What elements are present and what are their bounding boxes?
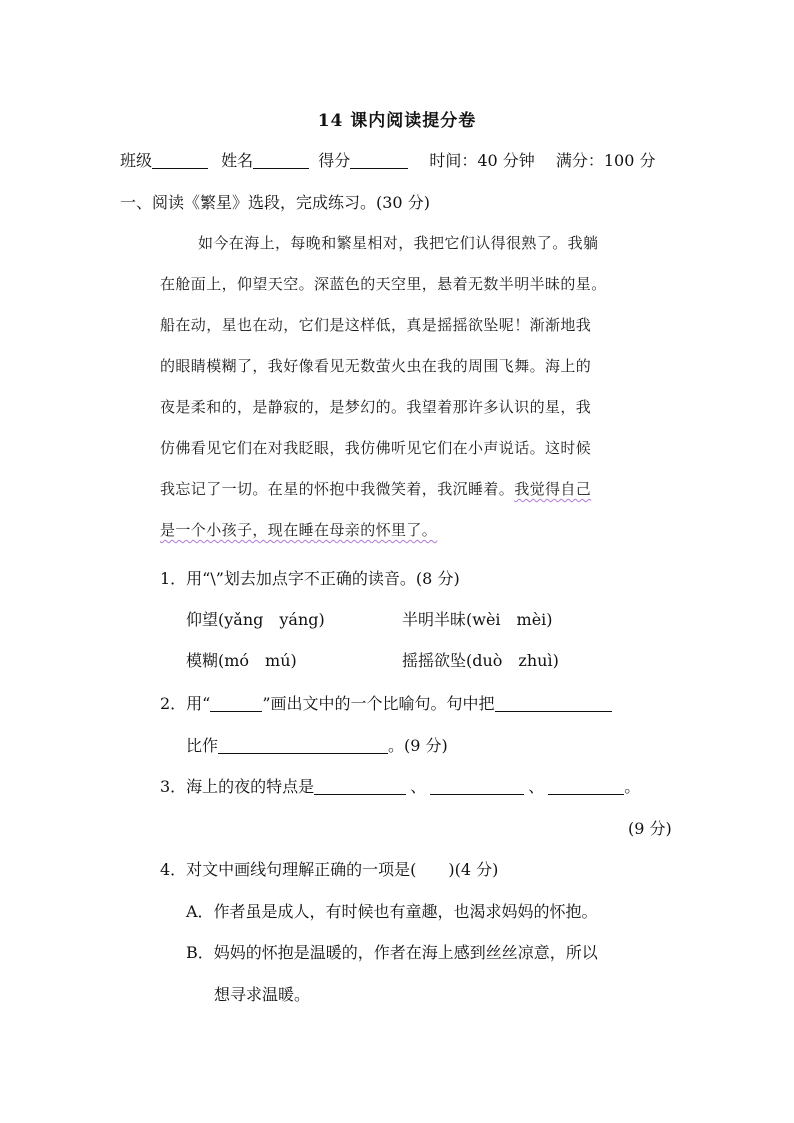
name-label: 姓名	[221, 151, 254, 170]
page-title: 14 课内阅读提分卷	[317, 111, 477, 131]
answer-blank[interactable]	[548, 778, 624, 795]
answer-blank[interactable]	[314, 778, 406, 795]
underlined-sentence: 我觉得自己	[514, 480, 592, 498]
answer-blank[interactable]	[430, 778, 524, 795]
q1-item: 半明半昧(wèi mèi)	[402, 610, 553, 629]
passage-line	[160, 519, 437, 540]
question-2	[160, 691, 612, 714]
q2-text: 。(9 分)	[388, 736, 448, 755]
answer-blank[interactable]	[218, 737, 388, 754]
question-4: 4．对文中画线句理解正确的一项是( )(4 分)	[160, 860, 499, 879]
underlined-sentence: 是一个小孩子，现在睡在母亲的怀里了。	[160, 521, 438, 539]
option-b-cont: 想寻求温暖。	[214, 985, 311, 1004]
q3-sep: 、	[410, 777, 427, 796]
q1-item: 仰望(yǎng yáng)	[186, 610, 325, 629]
q3-text: 。	[624, 777, 641, 796]
passage-line: 夜是柔和的，是静寂的，是梦幻的。我望着那许多认识的星，我	[160, 398, 592, 416]
passage-line: 船在动，星也在动，它们是这样低，真是摇摇欲坠呢！渐渐地我	[160, 316, 592, 334]
score-label: 得分	[318, 151, 351, 170]
name-blank[interactable]	[253, 152, 309, 169]
time-limit: 时间：40 分钟	[429, 151, 535, 170]
passage-line	[160, 478, 591, 499]
full-score: 满分：100 分	[555, 151, 656, 170]
score-blank[interactable]	[350, 152, 408, 169]
q2-text: ”画出文中的一个比喻句。句中把	[262, 694, 495, 713]
student-info-row	[120, 148, 680, 171]
section-heading: 一、阅读《繁星》选段，完成练习。(30 分)	[120, 193, 430, 212]
q2-text: 2．用“	[160, 694, 211, 713]
option-a[interactable]: A．作者虽是成人，有时候也有童趣，也渴求妈妈的怀抱。	[186, 902, 598, 921]
answer-blank[interactable]	[495, 695, 612, 712]
question-2-cont	[186, 733, 448, 756]
passage-line: 如今在海上，每晚和繁星相对，我把它们认得很熟了。我躺	[198, 234, 599, 252]
option-b[interactable]: B．妈妈的怀抱是温暖的，作者在海上感到丝丝凉意，所以	[186, 943, 598, 962]
q3-text: 3．海上的夜的特点是	[160, 777, 315, 796]
q1-item: 摇摇欲坠(duò zhuì)	[402, 651, 559, 670]
underline-sample	[210, 695, 262, 712]
q1-item: 模糊(mó mú)	[186, 651, 297, 670]
passage-line: 仿佛看见它们在对我眨眼，我仿佛听见它们在小声说话。这时候	[160, 439, 592, 457]
q2-text: 比作	[186, 736, 219, 755]
passage-text: 我忘记了一切。在星的怀抱中我微笑着，我沉睡着。	[160, 480, 515, 498]
question-3	[160, 774, 640, 797]
question-1: 1．用“\”划去加点字不正确的读音。(8 分)	[160, 569, 460, 588]
passage-line: 的眼睛模糊了，我好像看见无数萤火虫在我的周围飞舞。海上的	[160, 357, 592, 375]
q3-sep: 、	[528, 777, 545, 796]
q3-score: (9 分)	[628, 819, 672, 838]
passage-line: 在舱面上，仰望天空。深蓝色的天空里，悬着无数半明半昧的星。	[160, 275, 607, 293]
class-label: 班级	[120, 151, 153, 170]
class-blank[interactable]	[152, 152, 208, 169]
